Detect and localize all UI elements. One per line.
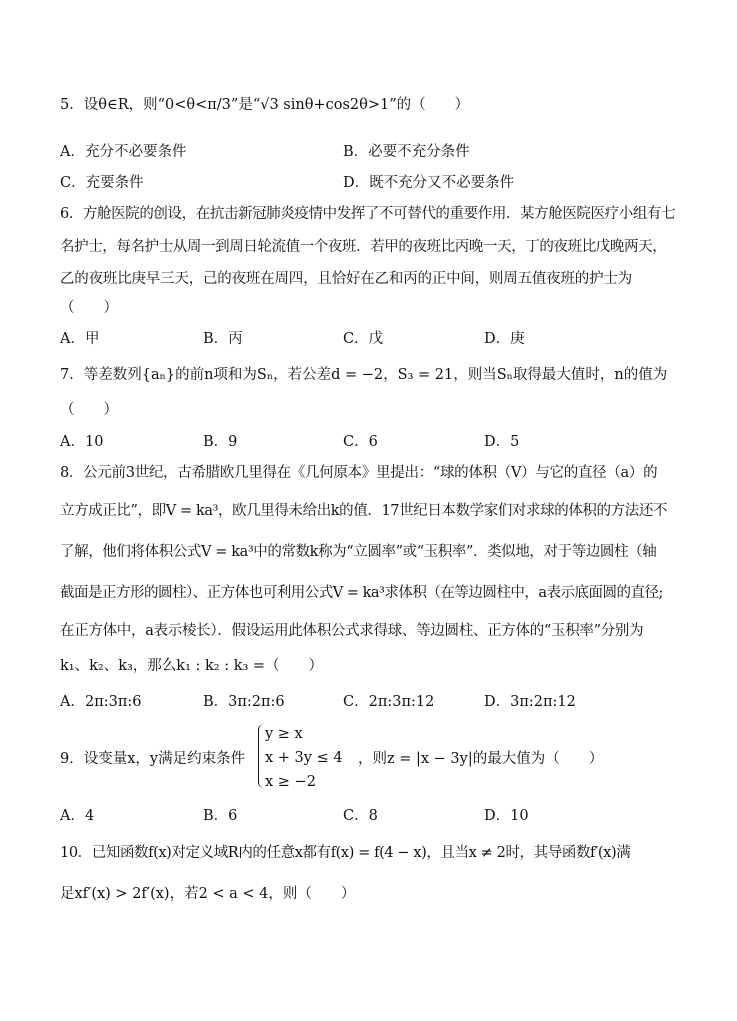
q6-option-a: A．甲 xyxy=(60,331,100,347)
q8-option-a: A．2π:3π:6 xyxy=(60,694,142,710)
q7-option-d: D．5 xyxy=(484,434,520,450)
q7-line-1: 7．等差数列{aₙ}的前n项和为Sₙ，若公差d = −2，S₃ = 21，则当Sₙ取得最大值时，n的值为 xyxy=(60,367,668,383)
q9-constraint-1: y ≥ x xyxy=(265,726,303,742)
q8-line-3: 了解，他们将体积公式V = ka³中的常数k称为“立圆率”或“玉积率”．类似地，对于等边圆柱（轴 xyxy=(60,544,657,560)
q9-option-b: B．6 xyxy=(203,808,238,824)
q6-line-1: 6．方舱医院的创设，在抗击新冠肺炎疫情中发挥了不可替代的重要作用．某方舱医院医疗小组有七 xyxy=(60,206,676,222)
q9-option-a: A．4 xyxy=(60,808,95,824)
q8-line-6: k₁、k₂、k₃，那么k₁ : k₂ : k₃ =（ ） xyxy=(60,658,324,674)
q8-line-5: 在正方体中，a表示棱长）．假设运用此体积公式求得球、等边圆柱、正方体的“玉积率”分别为 xyxy=(60,623,644,639)
q7-option-b: B．9 xyxy=(203,434,238,450)
q7-option-a: A．10 xyxy=(60,434,104,450)
q7-option-c: C．6 xyxy=(343,434,378,450)
q8-option-b: B．3π:2π:6 xyxy=(203,694,285,710)
q9-suffix: ，则z = |x − 3y|的最大值为（ ） xyxy=(358,751,604,767)
q5-option-d: D．既不充分又不必要条件 xyxy=(343,175,515,191)
q9-option-d: D．10 xyxy=(484,808,529,824)
q6-line-2: 名护士，每名护士从周一到周日轮流值一个夜班．若甲的夜班比丙晚一天，丁的夜班比戊晚两天， xyxy=(60,239,667,255)
q10-line-2: 足xf′(x) > 2f′(x)，若2 < a < 4，则（ ） xyxy=(60,886,356,902)
q7-line-2: （ ） xyxy=(60,402,118,418)
q6-line-4: （ ） xyxy=(60,300,118,316)
q5-option-a: A．充分不必要条件 xyxy=(60,144,187,160)
q6-option-c: C．戊 xyxy=(343,331,384,347)
q6-line-3: 乙的夜班比庚早三天，己的夜班在周四，且恰好在乙和丙的正中间，则周五值夜班的护士为 xyxy=(60,271,632,287)
q9-option-c: C．8 xyxy=(343,808,378,824)
q8-line-2: 立方成正比”，即V = ka³，欧几里得未给出k的值．17世纪日本数学家们对求球的体积的方法还不 xyxy=(60,503,668,519)
q5-option-c: C．充要条件 xyxy=(60,175,144,191)
constraint-brace xyxy=(258,724,265,788)
q6-option-b: B．丙 xyxy=(203,331,243,347)
q8-option-d: D．3π:2π:12 xyxy=(484,694,576,710)
q6-option-d: D．庚 xyxy=(484,331,525,347)
q10-line-1: 10．已知函数f(x)对定义域R内的任意x都有f(x) = f(4 − x)，且当x ≠ 2时，其导函数f′(x)满 xyxy=(60,845,631,861)
q9-prefix: 9．设变量x，y满足约束条件 xyxy=(60,751,246,767)
q8-option-c: C．2π:3π:12 xyxy=(343,694,435,710)
q8-line-4: 截面是正方形的圆柱）、正方体也可利用公式V = ka³求体积（在等边圆柱中，a表示底面圆的直径; xyxy=(60,585,663,601)
q9-constraint-2: x + 3y ≤ 4 xyxy=(265,750,343,766)
q9-constraint-3: x ≥ −2 xyxy=(265,774,316,790)
q8-line-1: 8．公元前3世纪，古希腊欧几里得在《几何原本》里提出：“球的体积（V）与它的直径（a）的 xyxy=(60,465,658,481)
q5-stem: 5．设θ∈R，则“0<θ<π/3”是“√3 sinθ+cos2θ>1”的（ ） xyxy=(60,97,470,113)
q5-option-b: B．必要不充分条件 xyxy=(343,144,470,160)
